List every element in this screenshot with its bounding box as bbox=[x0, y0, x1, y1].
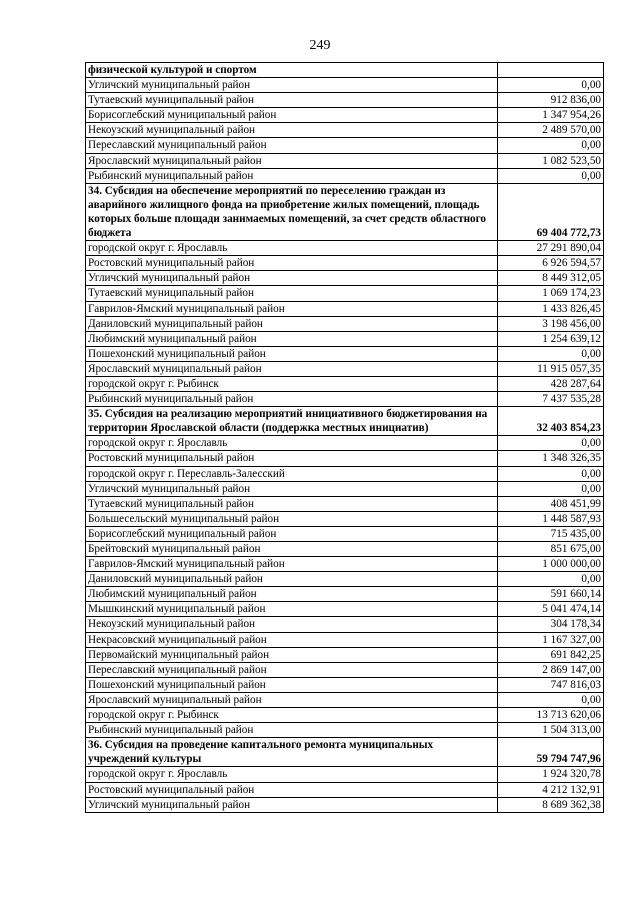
amount-cell: 1 000 000,00 bbox=[497, 557, 603, 572]
amount-cell: 851 675,00 bbox=[497, 542, 603, 557]
amount-cell: 1 254 639,12 bbox=[497, 331, 603, 346]
municipality-name-cell: Ростовский муниципальный район bbox=[86, 256, 498, 271]
table-row bbox=[86, 723, 604, 738]
municipality-name-cell: Ростовский муниципальный район bbox=[86, 782, 498, 797]
municipality-name-cell: Мышкинский муниципальный район bbox=[86, 602, 498, 617]
table-row bbox=[86, 481, 604, 496]
amount-cell: 0,00 bbox=[497, 466, 603, 481]
section-title-cell: 35. Субсидия на реализацию мероприятий инициативного бюджетирования на территории Ярославской области (поддержка местных инициатив) bbox=[86, 407, 498, 436]
municipality-name-cell: Тутаевский муниципальный район bbox=[86, 496, 498, 511]
table-row bbox=[86, 632, 604, 647]
municipality-name-cell: городской округ г. Рыбинск bbox=[86, 376, 498, 391]
amount-cell: 11 915 057,35 bbox=[497, 361, 603, 376]
table-row bbox=[86, 511, 604, 526]
section-total-cell: 32 403 854,23 bbox=[497, 407, 603, 436]
table-row bbox=[86, 168, 604, 183]
amount-cell: 1 348 326,35 bbox=[497, 451, 603, 466]
table-row bbox=[86, 647, 604, 662]
table-row bbox=[86, 123, 604, 138]
amount-cell: 2 489 570,00 bbox=[497, 123, 603, 138]
municipality-name-cell: Пошехонский муниципальный район bbox=[86, 677, 498, 692]
page-number: 249 bbox=[309, 38, 331, 53]
amount-cell: 304 178,34 bbox=[497, 617, 603, 632]
municipality-name-cell: Гаврилов-Ямский муниципальный район bbox=[86, 301, 498, 316]
section-total-cell: 59 794 747,96 bbox=[497, 738, 603, 767]
municipality-name-cell: Тутаевский муниципальный район bbox=[86, 286, 498, 301]
amount-cell: 1 504 313,00 bbox=[497, 723, 603, 738]
table-row bbox=[86, 286, 604, 301]
table-row bbox=[86, 542, 604, 557]
table-row bbox=[86, 436, 604, 451]
amount-cell: 0,00 bbox=[497, 78, 603, 93]
table-row bbox=[86, 557, 604, 572]
municipality-name-cell: Пошехонский муниципальный район bbox=[86, 346, 498, 361]
table-row bbox=[86, 662, 604, 677]
section-header-row bbox=[86, 738, 604, 767]
municipality-name-cell: городской округ г. Рыбинск bbox=[86, 708, 498, 723]
municipality-name-cell: Переславский муниципальный район bbox=[86, 662, 498, 677]
amount-cell: 1 924 320,78 bbox=[497, 767, 603, 782]
table-row bbox=[86, 376, 604, 391]
amount-cell: 2 869 147,00 bbox=[497, 662, 603, 677]
municipality-name-cell: Любимский муниципальный район bbox=[86, 331, 498, 346]
amount-cell: 0,00 bbox=[497, 436, 603, 451]
municipality-name-cell: Угличский муниципальный район bbox=[86, 797, 498, 812]
amount-cell: 428 287,64 bbox=[497, 376, 603, 391]
municipality-name-cell: городской округ г. Ярославль bbox=[86, 767, 498, 782]
table-row bbox=[86, 271, 604, 286]
amount-cell: 5 041 474,14 bbox=[497, 602, 603, 617]
amount-cell: 591 660,14 bbox=[497, 587, 603, 602]
table-row bbox=[86, 301, 604, 316]
amount-cell: 0,00 bbox=[497, 692, 603, 707]
amount-cell: 4 212 132,91 bbox=[497, 782, 603, 797]
amount-cell: 1 167 327,00 bbox=[497, 632, 603, 647]
municipality-name-cell: Некрасовский муниципальный район bbox=[86, 632, 498, 647]
section-title-cell: 34. Субсидия на обеспечение мероприятий по переселению граждан из аварийного жилищного фонда на приобретение жилых помещений, площадь которых больше площади занимаемых помещений, за счет средств областного бюджета bbox=[86, 183, 498, 240]
table-row bbox=[86, 241, 604, 256]
amount-cell: 8 449 312,05 bbox=[497, 271, 603, 286]
table-row bbox=[86, 587, 604, 602]
table-row bbox=[86, 767, 604, 782]
table-row bbox=[86, 361, 604, 376]
table-row bbox=[86, 526, 604, 541]
municipality-name-cell: Ярославский муниципальный район bbox=[86, 692, 498, 707]
amount-cell: 27 291 890,04 bbox=[497, 241, 603, 256]
amount-cell: 1 347 954,26 bbox=[497, 108, 603, 123]
table-row bbox=[86, 466, 604, 481]
municipality-name-cell: Переславский муниципальный район bbox=[86, 138, 498, 153]
municipality-name-cell: Ростовский муниципальный район bbox=[86, 451, 498, 466]
amount-cell: 0,00 bbox=[497, 572, 603, 587]
amount-cell: 691 842,25 bbox=[497, 647, 603, 662]
section-header-row bbox=[86, 63, 604, 78]
municipality-name-cell: Ярославский муниципальный район bbox=[86, 361, 498, 376]
municipality-name-cell: Угличский муниципальный район bbox=[86, 271, 498, 286]
municipality-name-cell: городской округ г. Переславль-Залесский bbox=[86, 466, 498, 481]
table-row bbox=[86, 692, 604, 707]
table-row bbox=[86, 677, 604, 692]
amount-cell: 8 689 362,38 bbox=[497, 797, 603, 812]
table-row bbox=[86, 496, 604, 511]
table-row bbox=[86, 138, 604, 153]
municipality-name-cell: Борисоглебский муниципальный район bbox=[86, 526, 498, 541]
table-row bbox=[86, 782, 604, 797]
amount-cell: 1 082 523,50 bbox=[497, 153, 603, 168]
municipality-name-cell: Гаврилов-Ямский муниципальный район bbox=[86, 557, 498, 572]
amount-cell: 13 713 620,06 bbox=[497, 708, 603, 723]
amount-cell: 1 448 587,93 bbox=[497, 511, 603, 526]
amount-cell: 0,00 bbox=[497, 346, 603, 361]
municipality-name-cell: Любимский муниципальный район bbox=[86, 587, 498, 602]
section-title-cell: 36. Субсидия на проведение капитального ремонта муниципальных учреждений культуры bbox=[86, 738, 498, 767]
subsidy-table bbox=[85, 62, 604, 813]
amount-cell: 1 069 174,23 bbox=[497, 286, 603, 301]
municipality-name-cell: Рыбинский муниципальный район bbox=[86, 168, 498, 183]
amount-cell: 0,00 bbox=[497, 168, 603, 183]
municipality-name-cell: Даниловский муниципальный район bbox=[86, 316, 498, 331]
table-row bbox=[86, 331, 604, 346]
municipality-name-cell: Ярославский муниципальный район bbox=[86, 153, 498, 168]
amount-cell: 0,00 bbox=[497, 138, 603, 153]
section-total-cell: 69 404 772,73 bbox=[497, 183, 603, 240]
amount-cell: 3 198 456,00 bbox=[497, 316, 603, 331]
municipality-name-cell: Большесельский муниципальный район bbox=[86, 511, 498, 526]
municipality-name-cell: Брейтовский муниципальный район bbox=[86, 542, 498, 557]
amount-cell: 912 836,00 bbox=[497, 93, 603, 108]
section-header-row bbox=[86, 407, 604, 436]
amount-cell: 715 435,00 bbox=[497, 526, 603, 541]
municipality-name-cell: Рыбинский муниципальный район bbox=[86, 723, 498, 738]
table-row bbox=[86, 256, 604, 271]
section-header-row bbox=[86, 183, 604, 240]
table-row bbox=[86, 392, 604, 407]
municipality-name-cell: Борисоглебский муниципальный район bbox=[86, 108, 498, 123]
table-row bbox=[86, 316, 604, 331]
municipality-name-cell: Тутаевский муниципальный район bbox=[86, 93, 498, 108]
municipality-name-cell: Некоузский муниципальный район bbox=[86, 617, 498, 632]
amount-cell: 7 437 535,28 bbox=[497, 392, 603, 407]
subsidy-table-body bbox=[86, 63, 604, 813]
table-row bbox=[86, 617, 604, 632]
table-row bbox=[86, 346, 604, 361]
table-row bbox=[86, 602, 604, 617]
amount-cell: 747 816,03 bbox=[497, 677, 603, 692]
municipality-name-cell: Некоузский муниципальный район bbox=[86, 123, 498, 138]
municipality-name-cell: Угличский муниципальный район bbox=[86, 78, 498, 93]
section-title-cell: физической культурой и спортом bbox=[86, 63, 498, 78]
table-row bbox=[86, 108, 604, 123]
table-row bbox=[86, 153, 604, 168]
table-row bbox=[86, 797, 604, 812]
amount-cell: 1 433 826,45 bbox=[497, 301, 603, 316]
municipality-name-cell: Угличский муниципальный район bbox=[86, 481, 498, 496]
municipality-name-cell: Первомайский муниципальный район bbox=[86, 647, 498, 662]
table-row bbox=[86, 78, 604, 93]
amount-cell: 0,00 bbox=[497, 481, 603, 496]
amount-cell: 408 451,99 bbox=[497, 496, 603, 511]
table-row bbox=[86, 93, 604, 108]
amount-cell: 6 926 594,57 bbox=[497, 256, 603, 271]
section-total-cell bbox=[497, 63, 603, 78]
table-row bbox=[86, 708, 604, 723]
table-row bbox=[86, 451, 604, 466]
table-row bbox=[86, 572, 604, 587]
municipality-name-cell: Рыбинский муниципальный район bbox=[86, 392, 498, 407]
municipality-name-cell: городской округ г. Ярославль bbox=[86, 241, 498, 256]
municipality-name-cell: Даниловский муниципальный район bbox=[86, 572, 498, 587]
municipality-name-cell: городской округ г. Ярославль bbox=[86, 436, 498, 451]
